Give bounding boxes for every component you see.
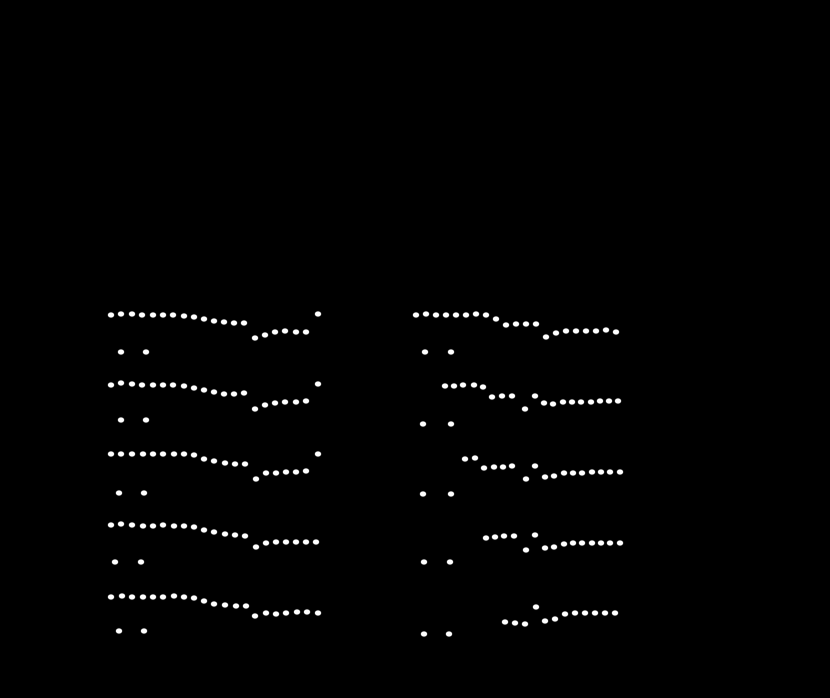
contour-dot	[253, 477, 259, 482]
contour-dot	[118, 522, 124, 527]
contour-dot	[241, 391, 247, 396]
contour-dot	[211, 319, 217, 324]
contour-dot	[118, 312, 124, 317]
contour-dot	[533, 322, 539, 327]
contour-dot	[139, 383, 145, 388]
contour-dot	[413, 313, 419, 318]
contour-dot	[315, 312, 321, 317]
contour-dot	[523, 548, 529, 553]
contour-dot	[500, 465, 506, 470]
contour-dot	[511, 534, 517, 539]
contour-dot	[160, 313, 166, 318]
pair-below-dot	[118, 418, 124, 423]
pair-below-dot	[116, 491, 122, 496]
contour-dot	[170, 313, 176, 318]
contour-dot	[222, 461, 228, 466]
contour-dot	[160, 383, 166, 388]
contour-dot	[139, 313, 145, 318]
contour-dot	[463, 313, 469, 318]
contour-dot	[552, 617, 558, 622]
contour-dot	[592, 611, 598, 616]
contour-dot	[171, 452, 177, 457]
contour-dot	[191, 525, 197, 530]
pair-below-dot	[143, 350, 149, 355]
pair-below-dot	[422, 350, 428, 355]
contour-dot	[560, 400, 566, 405]
contour-dot	[273, 471, 279, 476]
contour-dot	[570, 471, 576, 476]
contour-dot	[573, 329, 579, 334]
contour-dot	[222, 603, 228, 608]
contour-dot	[181, 384, 187, 389]
contour-dot	[523, 477, 529, 482]
contour-dot	[150, 452, 156, 457]
contour-dot	[489, 395, 495, 400]
contour-dot	[118, 381, 124, 386]
contour-dot	[293, 400, 299, 405]
contour-dot	[283, 470, 289, 475]
contour-dot	[150, 313, 156, 318]
contour-dot	[563, 329, 569, 334]
contour-dot	[201, 317, 207, 322]
pair-below-dot	[118, 350, 124, 355]
pair-below-dot	[420, 422, 426, 427]
contour-dot	[262, 403, 268, 408]
contour-dot	[263, 541, 269, 546]
contour-dot	[231, 392, 237, 397]
contour-dot	[451, 384, 457, 389]
contour-dot	[569, 400, 575, 405]
pair-below-dot	[421, 632, 427, 637]
contour-dot	[108, 523, 114, 528]
contour-dot	[293, 540, 299, 545]
contour-dot	[513, 322, 519, 327]
contour-dot	[201, 388, 207, 393]
contour-dot	[503, 323, 509, 328]
contour-dot	[589, 470, 595, 475]
pair-below-dot	[447, 560, 453, 565]
contour-dot	[283, 540, 289, 545]
contour-dot	[598, 470, 604, 475]
contour-dot	[542, 546, 548, 551]
contour-dot	[502, 620, 508, 625]
contour-dot	[579, 541, 585, 546]
contour-dot	[253, 545, 259, 550]
contour-dot	[542, 619, 548, 624]
contour-dot	[129, 523, 135, 528]
contour-dot	[499, 394, 505, 399]
contour-dot	[570, 541, 576, 546]
contour-dot	[252, 614, 258, 619]
contour-dot	[551, 474, 557, 479]
pair-below-dot	[448, 492, 454, 497]
contour-dot	[293, 470, 299, 475]
contour-dot	[579, 471, 585, 476]
contour-dot	[613, 330, 619, 335]
pair-below-dot	[138, 560, 144, 565]
contour-dot	[303, 540, 309, 545]
contour-dot	[509, 394, 515, 399]
contour-dot	[129, 452, 135, 457]
pair-below-dot	[143, 418, 149, 423]
contour-dot	[233, 604, 239, 609]
contour-dot	[273, 612, 279, 617]
contour-dot	[512, 621, 518, 626]
contour-dot	[191, 386, 197, 391]
contour-dot	[303, 399, 309, 404]
pair-below-dot	[446, 632, 452, 637]
contour-dot	[472, 456, 478, 461]
contour-dot	[140, 595, 146, 600]
contour-dot	[171, 524, 177, 529]
contour-dot	[191, 596, 197, 601]
contour-dot	[181, 314, 187, 319]
contour-dot	[282, 329, 288, 334]
pair-below-dot	[420, 492, 426, 497]
contour-dot	[462, 457, 468, 462]
contour-dot	[583, 329, 589, 334]
pair-below-dot	[448, 422, 454, 427]
contour-dot	[108, 595, 114, 600]
contour-dot	[211, 459, 217, 464]
contour-dot	[491, 465, 497, 470]
contour-dot	[532, 394, 538, 399]
contour-dot	[598, 541, 604, 546]
contour-dot	[140, 524, 146, 529]
contour-dot	[578, 400, 584, 405]
contour-dot	[129, 312, 135, 317]
contour-dot	[129, 382, 135, 387]
contour-dot	[493, 317, 499, 322]
contour-dot	[263, 471, 269, 476]
contour-dot	[201, 457, 207, 462]
contour-dot	[129, 595, 135, 600]
pair-below-dot	[448, 350, 454, 355]
contour-dot	[617, 541, 623, 546]
contour-dot	[453, 313, 459, 318]
contour-dot	[150, 524, 156, 529]
contour-dot	[588, 400, 594, 405]
contour-dot	[315, 611, 321, 616]
contour-dot	[211, 390, 217, 395]
contour-dot	[150, 383, 156, 388]
contour-dot	[607, 541, 613, 546]
contour-dot	[473, 312, 479, 317]
contour-dot	[232, 533, 238, 538]
pair-below-dot	[116, 629, 122, 634]
contour-dot	[211, 602, 217, 607]
contour-dot	[582, 611, 588, 616]
contour-dot	[603, 328, 609, 333]
contour-dot	[532, 533, 538, 538]
contour-dot	[282, 400, 288, 405]
contour-dot	[561, 471, 567, 476]
contour-dot	[222, 532, 228, 537]
contour-dot	[542, 475, 548, 480]
contour-dot	[442, 384, 448, 389]
contour-dot	[612, 611, 618, 616]
contour-dot	[150, 595, 156, 600]
contour-dot	[551, 545, 557, 550]
contour-dot	[201, 528, 207, 533]
contour-dot	[160, 523, 166, 528]
contour-dot	[483, 536, 489, 541]
pair-below-dot	[141, 629, 147, 634]
contour-dot	[272, 330, 278, 335]
contour-dot	[593, 329, 599, 334]
contour-dot	[501, 534, 507, 539]
contour-dot	[509, 464, 515, 469]
contour-dot	[140, 452, 146, 457]
contour-dot	[304, 610, 310, 615]
contour-dot	[522, 622, 528, 627]
contour-dot	[232, 462, 238, 467]
contour-dot	[191, 453, 197, 458]
contour-dot	[181, 452, 187, 457]
contour-dot	[108, 452, 114, 457]
contour-dot	[108, 383, 114, 388]
contour-dot	[221, 320, 227, 325]
contour-dot	[492, 535, 498, 540]
contour-dot	[553, 331, 559, 336]
contour-dot	[315, 452, 321, 457]
pair-below-dot	[141, 491, 147, 496]
contour-dot	[523, 322, 529, 327]
contour-dot	[550, 402, 556, 407]
pair-below-dot	[421, 560, 427, 565]
pair-below-dot	[112, 560, 118, 565]
contour-dot	[160, 595, 166, 600]
contour-dot	[243, 604, 249, 609]
contour-dot	[170, 383, 176, 388]
contour-dot	[561, 542, 567, 547]
contour-dot	[118, 452, 124, 457]
contour-dot	[181, 595, 187, 600]
contour-dot	[211, 530, 217, 535]
contour-dot	[221, 392, 227, 397]
contour-dot	[541, 401, 547, 406]
contour-dot	[242, 462, 248, 467]
contour-dot	[191, 315, 197, 320]
contour-dot	[201, 599, 207, 604]
contour-dot	[272, 401, 278, 406]
contour-dot	[522, 407, 528, 412]
contour-dot	[607, 470, 613, 475]
contour-dot	[303, 330, 309, 335]
contour-dot	[562, 612, 568, 617]
contour-dot	[313, 540, 319, 545]
contour-dot	[423, 312, 429, 317]
contour-dot	[617, 470, 623, 475]
contour-dot	[108, 313, 114, 318]
contour-dot	[433, 313, 439, 318]
contour-dot	[533, 605, 539, 610]
contour-dot	[443, 313, 449, 318]
contour-dot	[273, 540, 279, 545]
contour-dot	[160, 452, 166, 457]
contour-dot	[315, 382, 321, 387]
contour-dot	[589, 541, 595, 546]
contour-dot	[252, 336, 258, 341]
contour-dot	[171, 594, 177, 599]
contour-dot	[606, 399, 612, 404]
contour-dot	[293, 330, 299, 335]
contour-dot	[481, 466, 487, 471]
contour-dot	[543, 335, 549, 340]
contour-dot	[119, 594, 125, 599]
contour-dot	[181, 524, 187, 529]
contour-dot	[294, 610, 300, 615]
contour-dot	[242, 534, 248, 539]
contour-dot	[483, 313, 489, 318]
contour-dot	[480, 385, 486, 390]
contour-dot	[532, 464, 538, 469]
contour-dot	[471, 383, 477, 388]
contour-dot	[241, 321, 247, 326]
contour-dot	[263, 611, 269, 616]
contour-dot	[252, 407, 258, 412]
contour-dot	[460, 383, 466, 388]
contour-dot	[303, 469, 309, 474]
contour-dot	[231, 321, 237, 326]
contour-dot	[597, 399, 603, 404]
contour-dot	[602, 611, 608, 616]
contour-dot	[283, 611, 289, 616]
contour-dot	[572, 611, 578, 616]
contour-dot	[262, 333, 268, 338]
contour-dot	[615, 399, 621, 404]
